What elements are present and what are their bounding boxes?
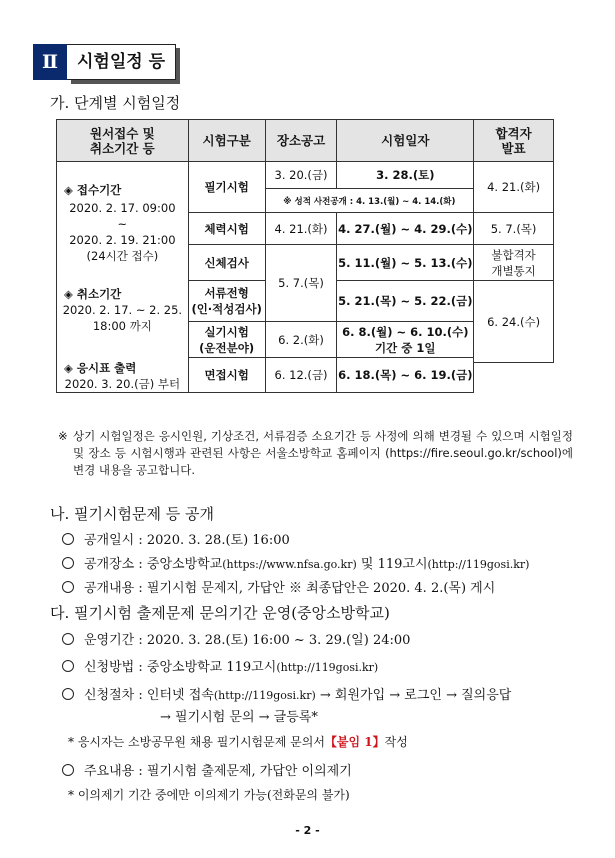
url-text: (http://119gosi.kr) [276,661,379,674]
list-item: 주요내용 : 필기시험 출제문제, 가답안 이의제기 [62,760,352,779]
document-name: 서류전형 (인·적성검사) [188,281,265,322]
list-item: 공개장소 : 중앙소방학교(https://www.nfsa.go.kr) 및 119고시(http://119gosi.kr) [62,553,529,572]
application-line: (24시간 접수) [86,249,159,263]
physical-notice: 4. 21.(화) [265,213,337,245]
header-exam-type: 시험구분 [188,120,265,162]
medical-date: 5. 11.(월) ~ 5. 13.(수) [337,245,474,281]
application-period-cell [57,162,189,393]
header-venue-notice: 장소공고 [265,120,337,162]
url-text: (http://119gosi.kr) [427,558,530,571]
shared-notice: 5. 7.(목) [265,245,337,322]
circle-bullet-icon [62,688,74,700]
header-result: 합격자 발표 [474,120,554,162]
circle-bullet-icon [62,581,74,593]
schedule-note [58,428,573,479]
document-date: 5. 21.(목) ~ 5. 22.(금) [337,281,474,322]
written-score-preview: ※ 성적 사전공개 : 4. 13.(월) ~ 4. 14.(화) [265,189,474,213]
physical-date: 4. 27.(월) ~ 4. 29.(수) [337,213,474,245]
application-line: 2020. 2. 19. 21:00 [69,233,176,247]
url-text: (http://119gosi.kr) [213,689,316,702]
medical-result: 불합격자 개별통지 [474,245,554,281]
ticket-title: ◈ 응시표 출력 [64,361,137,375]
table-row [57,162,554,189]
interview-date: 6. 18.(목) ~ 6. 19.(금) [337,358,474,393]
list-item: 신청절차 : 인터넷 접속(http://119gosi.kr) → 회원가입 → 로그인 → 질의응답 [62,684,511,703]
table-header-row [57,120,554,162]
list-item: 공개내용 : 필기시험 문제지, 가답안 ※ 최종답안은 2020. 4. 2.(목) 게시 [62,577,495,596]
list-item: 공개일시 : 2020. 3. 28.(토) 16:00 [62,529,290,548]
header-application: 원서접수 및 취소기간 등 [57,120,189,162]
section-number: Ⅱ [33,44,67,80]
cancel-line: 2020. 2. 17. ~ 2. 25. [62,303,183,317]
list-item: 운영기간 : 2020. 3. 28.(토) 16:00 ~ 3. 29.(일) 24:00 [62,629,410,648]
written-result: 4. 21.(화) [474,162,554,213]
section-header [33,44,183,80]
procedure-line-2: → 필기시험 문의 → 글등록* [160,710,318,725]
physical-result: 5. 7.(목) [474,213,554,245]
physical-name: 체력시험 [188,213,265,245]
schedule-table [56,119,554,393]
practical-date: 6. 8.(월) ~ 6. 10.(수) 기간 중 1일 [337,322,474,358]
medical-name: 신체검사 [188,245,265,281]
note-text: 상기 시험일정은 응시인원, 기상조건, 서류검증 소요기간 등 사정에 의해 변경될 수 있으며 시험일정 및 장소 등 시험시행과 관련된 사항은 서울소방학교 홈페이지 (https://fire.seoul.go.kr/school)에 변경 내용을 공고합니다. [73,429,573,477]
cancel-title: ◈ 취소기간 [64,287,122,301]
application-line: 2020. 2. 17. 09:00 [69,201,176,215]
header-exam-date: 시험일자 [337,120,474,162]
practical-notice: 6. 2.(화) [265,322,337,358]
attachment-ref: 【붙임 1】 [324,735,385,749]
section-title: 시험일정 등 [67,44,176,80]
heading-part-a: 가. 단계별 시험일정 [50,94,181,112]
list-item: 신청방법 : 중앙소방학교 119고시(http://119gosi.kr) [62,656,378,675]
practical-name: 실기시험 (운전분야) [188,322,265,358]
circle-bullet-icon [62,557,74,569]
circle-bullet-icon [62,660,74,672]
ticket-line: 2020. 3. 20.(금) 부터 [64,377,181,391]
page-number: - 2 - [295,824,320,837]
circle-bullet-icon [62,633,74,645]
written-name: 필기시험 [188,162,265,213]
heading-part-b: 나. 필기시험문제 등 공개 [50,505,214,523]
note-mark: ※ [58,429,68,443]
circle-bullet-icon [62,533,74,545]
interview-notice: 6. 12.(금) [265,358,337,393]
heading-part-c: 다. 필기시험 출제문제 문의기간 운영(중앙소방학교) [50,604,390,622]
written-notice: 3. 20.(금) [265,162,337,189]
written-date: 3. 28.(토) [337,162,474,189]
footnote-2: * 이의제기 기간 중에만 이의제기 가능(전화문의 불가) [68,788,350,802]
cancel-line: 18:00 까지 [92,319,152,333]
application-line: ~ [117,217,128,231]
interview-name: 면접시험 [188,358,265,393]
footnote-1: * 응시자는 소방공무원 채용 필기시험문제 문의서【붙임 1】작성 [68,735,408,749]
final-result: 6. 24.(수) [474,281,554,363]
url-text: (https://www.nfsa.go.kr) [222,558,357,571]
circle-bullet-icon [62,764,74,776]
application-title: ◈ 접수기간 [64,183,122,197]
